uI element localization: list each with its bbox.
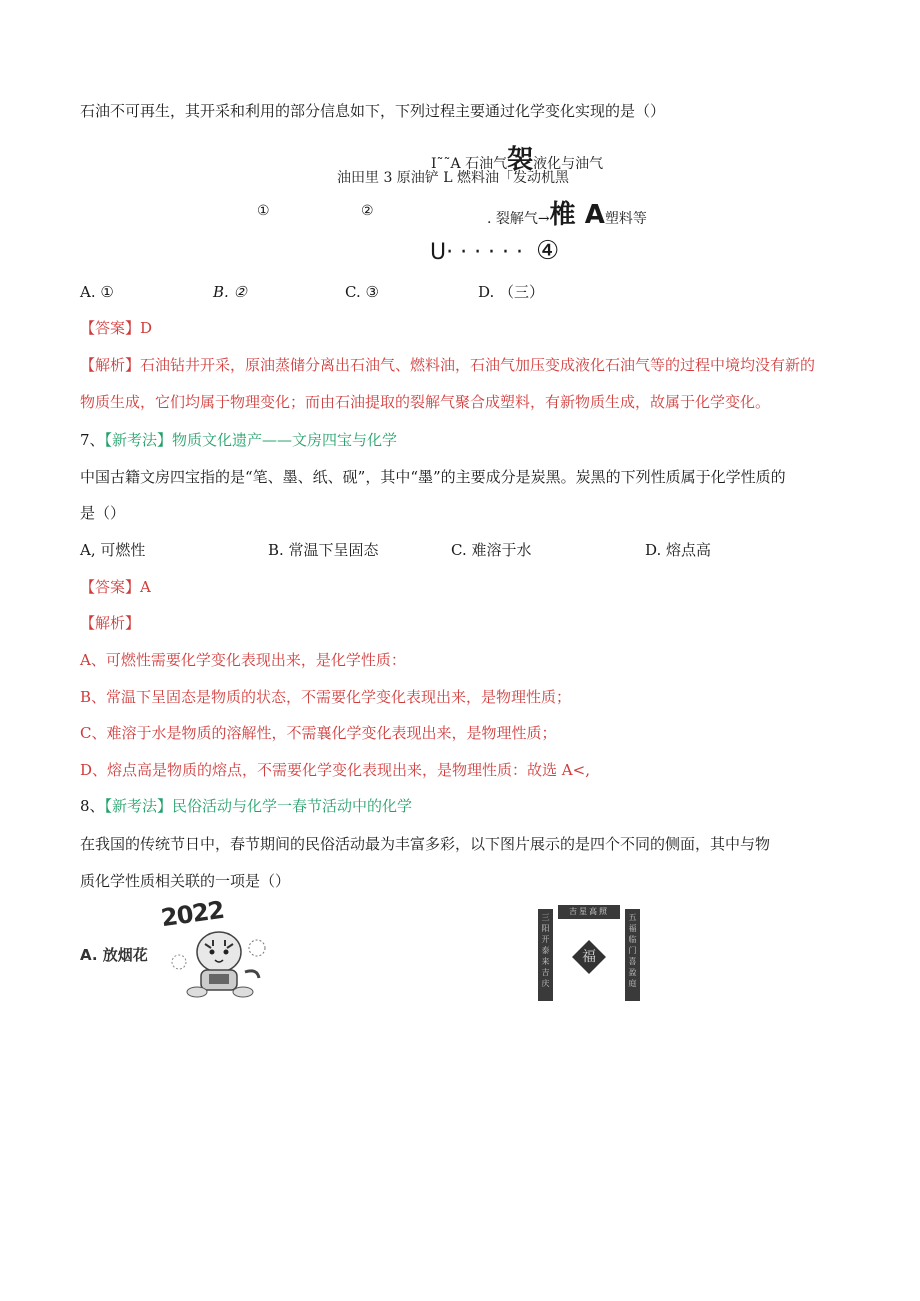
diagram-line1-prefix: I˜˜A 石油气	[431, 156, 508, 172]
q7-answer: 【答案】A	[80, 578, 151, 596]
diagram-line3-big: 椎 A	[549, 200, 605, 230]
diagram-line1-big: 袈	[507, 145, 534, 175]
q6-diagram-line3	[487, 194, 647, 231]
q8-tag: 【新考法】民俗活动与化学一春节活动中的化学	[104, 797, 413, 815]
couplet-left: 三阳开泰来吉庆	[538, 909, 553, 1001]
diagram-line4-mark: ④	[536, 236, 560, 266]
diagram-line1-suffix: 液化与油气	[533, 156, 604, 172]
fu-character: 福	[582, 949, 596, 965]
diagram-line4-prefix: U· · · · · ·	[430, 240, 524, 265]
q6-option-a: A. ①	[80, 283, 114, 301]
q6-diagram-mark1: ①	[257, 203, 270, 219]
q6-analysis-line2: 物质生成，它们均属于物理变化；而由石油提取的裂解气聚合成塑料，有新物质生成，故属于化学变化。	[80, 393, 771, 411]
q6-option-b: B. ②	[213, 283, 248, 301]
q7-analysis-b: B、常温下呈固态是物质的状态，不需要化学变化表现出来，是物理性质；	[80, 688, 572, 706]
q7-analysis-d: D、熔点高是物质的熔点，不需要化学变化表现出来，是物理性质：故选 A<,	[80, 761, 590, 779]
q8-stem-line2: 质化学性质相关联的一项是（）	[80, 872, 291, 890]
q7-option-d: D. 熔点高	[645, 541, 712, 559]
q7-analysis-head: 【解析】	[80, 614, 141, 632]
q7-heading	[80, 430, 397, 450]
q7-analysis-c: C、难溶于水是物质的溶解性，不需襄化学变化表现出来，是物理性质；	[80, 724, 557, 742]
couplet-top-banner: 吉星高照	[558, 905, 620, 919]
q7-tag: 【新考法】物质文化遗产——文房四宝与化学	[104, 431, 398, 449]
q7-stem-line1: 中国古籍文房四宝指的是“笔、墨、纸、砚”，其中“墨”的主要成分是炭黑。炭黑的下列性质属于化学性质的	[80, 468, 786, 486]
q6-stem: 石油不可再生，其开采和利用的部分信息如下，下列过程主要通过化学变化实现的是（）	[80, 102, 666, 120]
q7-analysis-a: A、可燃性需要化学变化表现出来，是化学性质：	[80, 651, 406, 669]
q6-diagram-mark2: ②	[361, 203, 374, 219]
diagram-line3-prefix: . 裂解气→	[487, 211, 550, 227]
q8-stem-line1: 在我国的传统节日中，春节期间的民俗活动最为丰富多彩，以下图片展示的是四个不同的侧面，其中与物	[80, 835, 771, 853]
q8-option-a-label: A. 放烟花	[80, 946, 148, 964]
q8-heading	[80, 796, 412, 816]
q8-number: 8、	[80, 797, 105, 815]
q7-option-b: B. 常温下呈固态	[268, 541, 379, 559]
q6-answer: 【答案】D	[80, 319, 153, 337]
spring-couplets-image	[538, 905, 640, 1005]
q7-stem-line2: 是（）	[80, 504, 126, 522]
q7-option-a: A, 可燃性	[80, 541, 146, 559]
fireworks-tiger-image	[157, 895, 269, 1000]
q7-option-c: C. 难溶于水	[451, 541, 532, 559]
q6-analysis-line1: 【解析】石油钻井开采，原油蒸储分离出石油气、燃料油，石油气加压变成液化石油气等的过程中境均没有新的	[80, 356, 816, 374]
q7-number: 7、	[80, 431, 105, 449]
couplet-right: 五福临门喜盈庭	[625, 909, 640, 1001]
q6-diagram-line2: 油田里 3 原油铲 L 燃料油「发动机黑	[337, 170, 570, 186]
tiger-year-text: 2022	[159, 895, 226, 933]
q6-diagram-line4	[430, 236, 559, 266]
diagram-line3-suffix: 塑料等	[604, 211, 647, 227]
q6-option-d: D. （三）	[478, 283, 545, 301]
q6-option-c: C. ③	[345, 283, 379, 301]
